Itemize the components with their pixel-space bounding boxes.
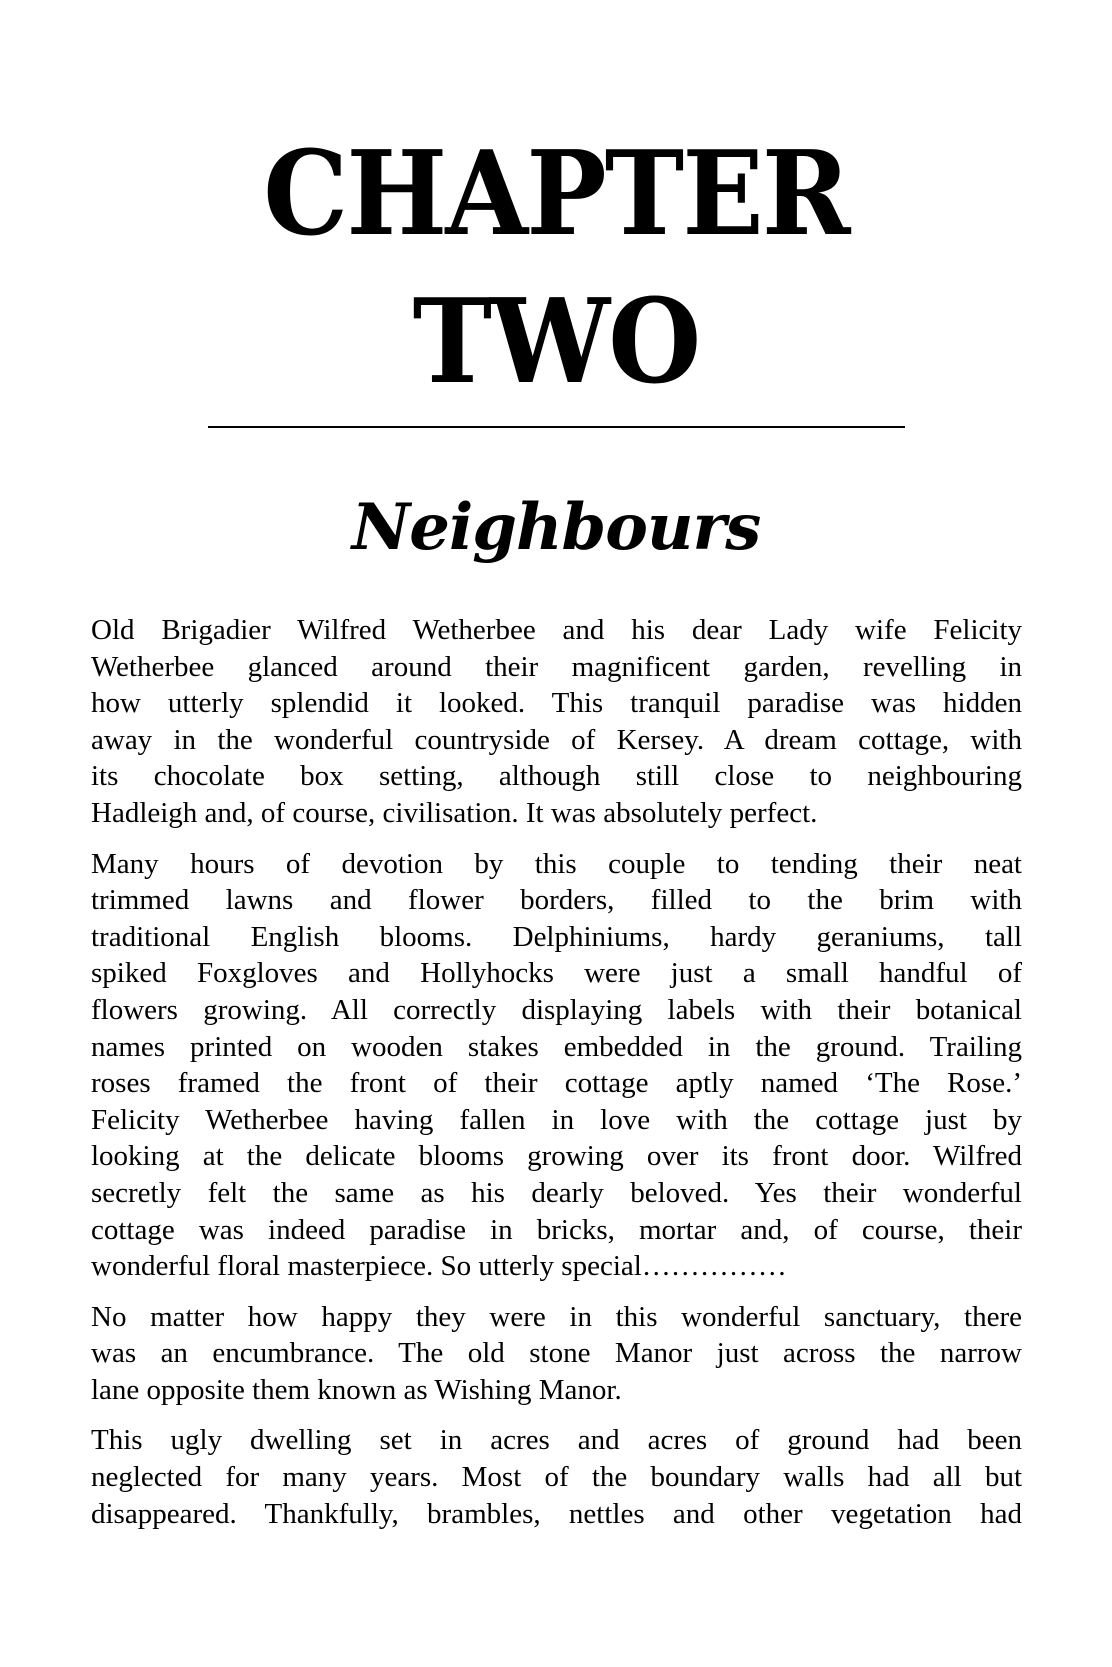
text-line: Wetherbee glanced around their magnificent garden, revelling in (91, 650, 1022, 683)
text-line: Many hours of devotion by this couple to tending their neat (91, 847, 1022, 880)
paragraph-4 (91, 1422, 1022, 1532)
text-line: names printed on wooden stakes embedded in the ground. Trailing (91, 1030, 1022, 1063)
paragraph-3 (91, 1299, 1022, 1409)
text-line: wonderful floral masterpiece. So utterly special…………… (91, 1250, 787, 1283)
paragraph-2 (91, 846, 1022, 1285)
text-line: away in the wonderful countryside of Kersey. A dream cottage, with (91, 723, 1022, 756)
paragraph-1 (91, 612, 1022, 832)
text-line: was an encumbrance. The old stone Manor just across the narrow (91, 1337, 1022, 1370)
text-line: disappeared. Thankfully, brambles, nettles and other vegetation had (91, 1497, 1022, 1530)
text-line: spiked Foxgloves and Hollyhocks were just a small handful of (91, 957, 1022, 990)
chapter-heading (44, 120, 1067, 416)
text-line: This ugly dwelling set in acres and acres of ground had been (91, 1424, 1022, 1457)
text-line: looking at the delicate blooms growing over its front door. Wilfred (91, 1140, 1022, 1173)
text-line: No matter how happy they were in this wonderful sanctuary, there (91, 1300, 1022, 1333)
text-line: neglected for many years. Most of the boundary walls had all but (91, 1461, 1022, 1494)
chapter-heading-line-2: TWO (412, 274, 700, 410)
text-line: lane opposite them known as Wishing Manor. (91, 1373, 622, 1406)
text-line: traditional English blooms. Delphiniums, hardy geraniums, tall (91, 920, 1022, 953)
text-line: Old Brigadier Wilfred Wetherbee and his dear Lady wife Felicity (91, 614, 1022, 646)
text-line: its chocolate box setting, although still close to neighbouring (91, 760, 1022, 793)
text-line: cottage was indeed paradise in bricks, mortar and, of course, their (91, 1213, 1022, 1246)
chapter-divider (208, 426, 905, 428)
chapter-title: Neighbours (351, 490, 761, 565)
text-line: trimmed lawns and flower borders, filled to the brim with (91, 884, 1022, 917)
chapter-heading-line-1: CHAPTER (263, 126, 849, 262)
text-line: flowers growing. All correctly displaying labels with their botanical (91, 993, 1022, 1026)
text-line: Felicity Wetherbee having fallen in love with the cottage just by (91, 1103, 1022, 1136)
text-line: roses framed the front of their cottage aptly named ‘The Rose.’ (91, 1067, 1022, 1100)
text-line: how utterly splendid it looked. This tranquil paradise was hidden (91, 687, 1022, 720)
text-line: secretly felt the same as his dearly beloved. Yes their wonderful (91, 1176, 1022, 1209)
text-line: Hadleigh and, of course, civilisation. It was absolutely perfect. (91, 796, 818, 829)
chapter-body (91, 612, 1022, 1546)
